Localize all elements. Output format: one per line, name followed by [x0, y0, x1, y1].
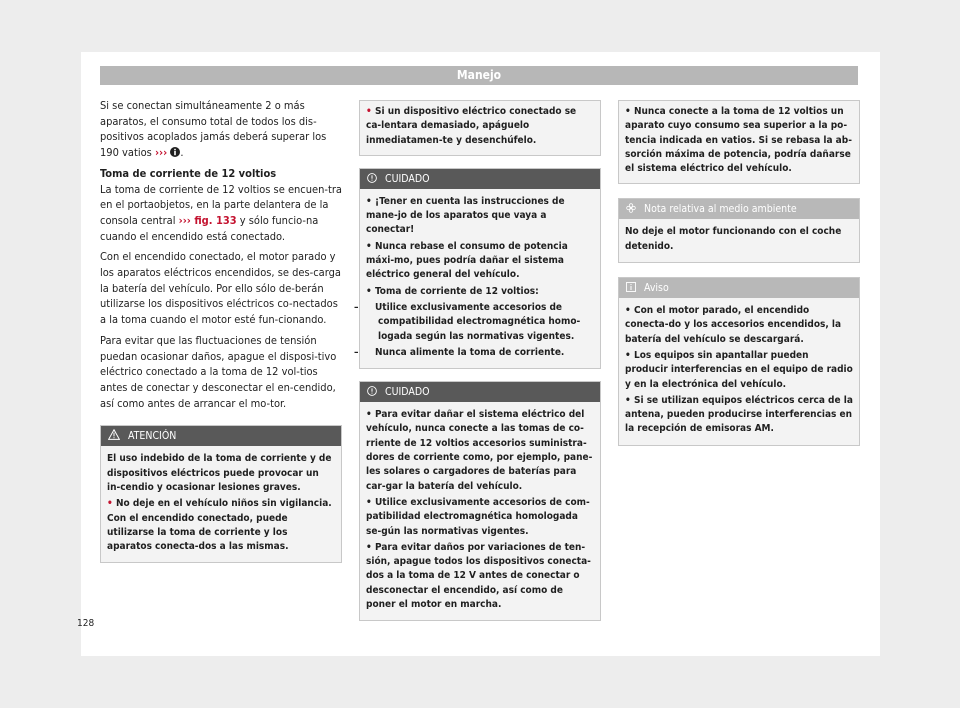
figure-link[interactable]: ››› fig. 133 [178, 213, 237, 227]
notice-bullet: • Si se utilizan equipos eléctricos cerca de la antena, pueden producirse interferencias en la recepción de emisoras AM. [625, 394, 853, 435]
caution-bullet: • Para evitar daños por variaciones de ten-sión, apague todos los dispositivos conecta-dos a la toma de 12 V antes de conectar o desconectar el encendido, así como de poner el motor en marcha. [366, 541, 591, 611]
section-heading: Toma de corriente de 12 voltios [100, 166, 277, 180]
page-header: Manejo [100, 66, 858, 85]
caution-bullet: • Utilice exclusivamente accesorios de com-patibilidad electromagnética homologada se-gún las normativas vigentes. [366, 496, 590, 537]
environment-note-box [618, 198, 860, 263]
notice-header: Aviso [619, 278, 859, 298]
paragraph-fluctuations: Para evitar que las fluctuaciones de tensión puedan ocasionar daños, apague el disposi-tivo eléctrico conectado a la toma de 12 vol-tios antes de conectar y desconectar el en-cendido, así como antes de arrancar el mo-tor. [100, 333, 337, 410]
flower-icon [626, 203, 636, 213]
caution-header: CUIDADO [360, 382, 600, 402]
notice-box [618, 277, 860, 446]
warning-triangle-icon [108, 429, 120, 440]
caution-bullet: • Nunca rebase el consumo de potencia máxi-mo, pues podría dañar el sistema eléctrico general del vehículo. [366, 240, 568, 281]
notice-body [619, 298, 859, 445]
caution-bullet: • Nunca conecte a la toma de 12 voltios un aparato cuyo consumo sea superior a la po-tencia indicada en vatios. Si se rebasa la ab-sorción máxima de potencia, podría dañarse el sistema eléctrico del vehículo. [625, 106, 852, 175]
caution-box-1 [354, 168, 601, 369]
caution-body [354, 189, 600, 368]
info-circle-icon [170, 147, 180, 157]
page-number: 128 [77, 618, 95, 629]
column-2 [354, 100, 601, 633]
column-3 [618, 100, 860, 458]
paragraph-consumption: Si se conectan simultáneamente 2 o más aparatos, el consumo total de todos los dis-positivos acoplados jamás deberá superar los 190 vatios ››› . [100, 99, 327, 160]
info-circle-icon [367, 386, 377, 396]
continued-warning-box [359, 100, 601, 156]
info-circle-icon [367, 173, 377, 183]
warning-body [101, 446, 341, 562]
warning-header: ATENCIÓN [101, 426, 341, 446]
caution-bullet: • ¡Tener en cuenta las instrucciones de mane-jo de los aparatos que vaya a conectar! [366, 195, 565, 236]
caution-body [360, 402, 600, 620]
warning-text: El uso indebido de la toma de corriente y de dispositivos eléctricos puede provocar un in-cendio y ocasionar lesiones graves. [107, 453, 332, 493]
environment-text: No deje el motor funcionando con el coche detenido. [625, 226, 842, 252]
caution-header: CUIDADO [360, 169, 600, 189]
manual-page [77, 52, 880, 656]
notice-bullet: • Los equipos sin apantallar pueden producir interferencias en el equipo de radio y en la electrónica del vehículo. [625, 349, 853, 390]
caution-box-2 [359, 381, 601, 621]
paragraph-battery: Con el encendido conectado, el motor parado y los aparatos eléctricos encendidos, se des-carga la batería del vehículo. Por ello sólo de-berán utilizarse los dispositivos eléctricos co-nectados a la toma cuando el motor esté fun-cionando. [100, 250, 341, 327]
arrow-ref: ››› [154, 146, 168, 160]
continued-caution-box [618, 100, 860, 184]
paragraph-location: La toma de corriente de 12 voltios se encuen-tra en el portaobjetos, en la parte delantera de la consola central ››› fig. 133 y sólo funcio-na cuando el encendido está conectado. [100, 182, 342, 243]
warning-bullet: • No deje en el vehículo niños sin vigilancia. Con el encendido conectado, puede utilizarse la toma de corriente y los aparatos conecta-dos a las mismas. [107, 498, 332, 553]
column-1 [100, 98, 342, 575]
caution-bullet: • Toma de corriente de 12 voltios: [366, 285, 539, 297]
environment-body [619, 219, 859, 262]
info-square-icon [626, 282, 636, 292]
notice-bullet: • Con el motor parado, el encendido conecta-do y los accesorios encendidos, la batería del vehículo se descargará. [625, 305, 842, 345]
caution-subitem: – Utilice exclusivamente accesorios de compatibilidad electromagnética homo-logada según las normativas vigentes. [354, 301, 581, 342]
warning-box [100, 425, 342, 563]
warning-bullet: • Si un dispositivo eléctrico conectado se ca-lentara demasiado, apáguelo inmediatamen-te y desenchúfelo. [366, 106, 577, 146]
caution-subitem: – Nunca alimente la toma de corriente. [354, 346, 565, 358]
environment-header: Nota relativa al medio ambiente [619, 199, 859, 219]
caution-bullet: • Para evitar dañar el sistema eléctrico del vehículo, nunca conecte a las tomas de co-rriente de 12 voltios accesorios suministra-dores de corriente como, por ejemplo, pane-les solares o cargadores de baterías para car-gar la batería del vehículo. [366, 409, 593, 492]
